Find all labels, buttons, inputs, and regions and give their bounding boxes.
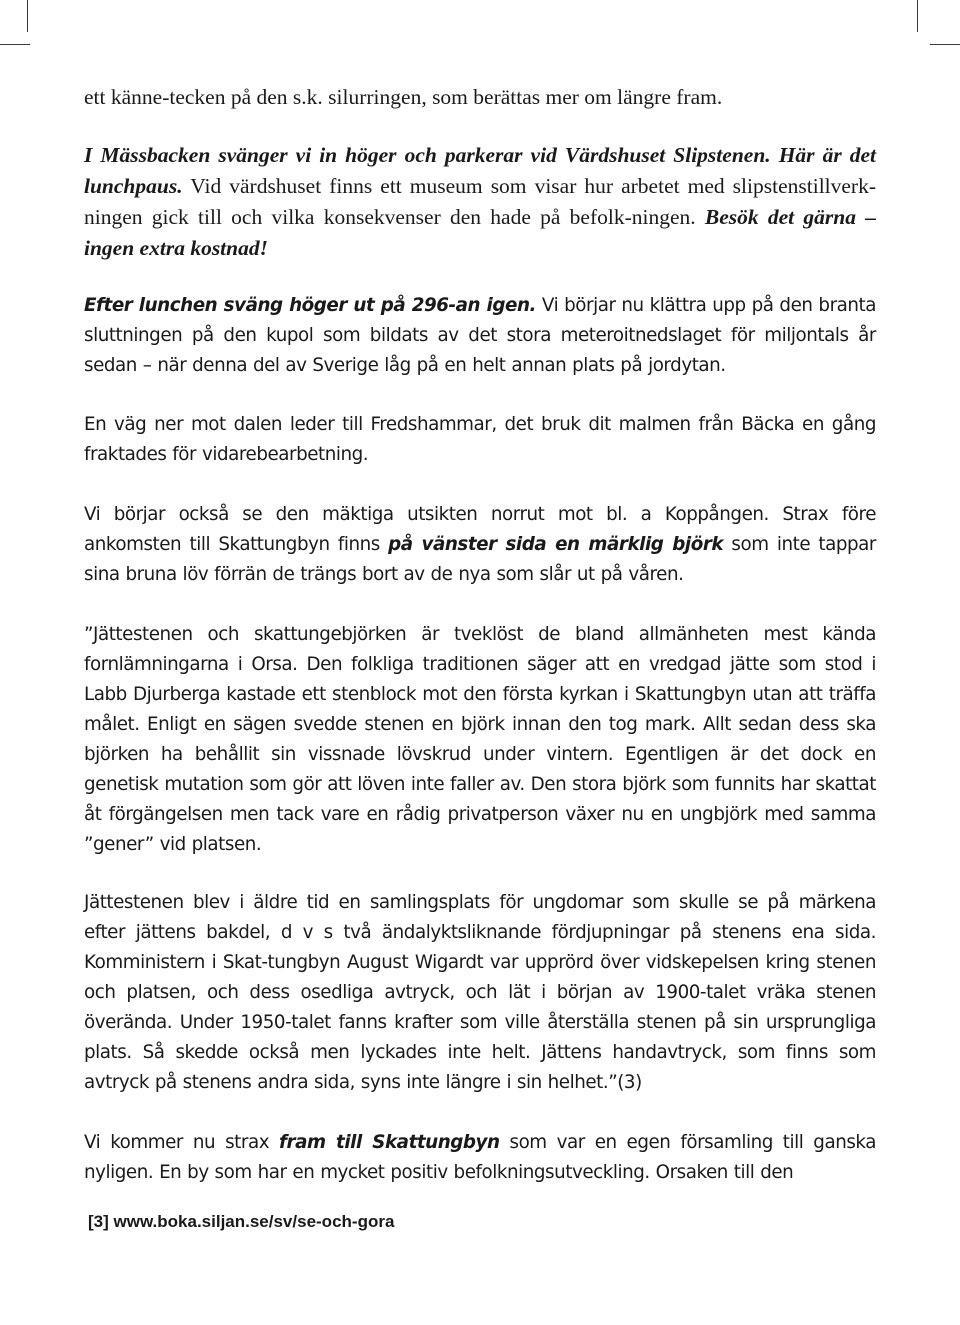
paragraph-7-text: Jättestenen blev i äldre tid en samlingsplats för ungdomar som skulle se på märkena efter jättens bakdel, d v s två ändalyktsliknande fördjupningar på stenens ena sida. Komministern i Skat-tungbyn August Wigardt var upprörd över vidskepelsen kring stenen och platsen, och dess osedliga avtryck, och lät i början av 1900-talet vräka stenen överända. Under 1950-talet fanns krafter som ville återställa stenen på sin ursprungliga plats. Så skedde också men lyckades inte helt. Jättens handavtryck, som finns som avtryck på stenens andra sida, syns inte längre i sin helhet.”(3) — [84, 892, 876, 1093]
paragraph-5-text-a: Vi börjar också se den mäktiga utsikten norrut mot bl. a Koppången. Strax före ankomsten till Skattungbyn finns — [84, 504, 876, 555]
paragraph-2-end: Besök det gärna – ingen extra kostnad! — [84, 205, 876, 260]
paragraph-4 — [84, 410, 876, 470]
paragraph-8-text-b: som var en egen församling till ganska nyligen. En by som har en mycket positiv befolkningsutveckling. Orsaken till den — [84, 1132, 876, 1183]
paragraph-5-bold: på vänster sida en märklig björk — [388, 534, 724, 555]
paragraph-8-text-a: Vi kommer nu strax — [84, 1132, 280, 1153]
paragraph-4-text: En väg ner mot dalen leder till Fredshammar, det bruk dit malmen från Bäcka en gång fraktades för vidarebearbetning. — [84, 414, 876, 465]
paragraph-2-bold: I Mässbacken svänger vi in höger och parkerar vid Värdshuset Slipstenen. Här är det lunchpaus. — [84, 143, 876, 198]
crop-mark-top-right — [917, 0, 918, 32]
paragraph-5-text-b: som inte tappar sina bruna löv förrän de trängs bort av de nya som slår ut på våren. — [84, 534, 876, 585]
paragraph-8 — [84, 1128, 876, 1188]
paragraph-6-quote — [84, 620, 876, 860]
crop-mark-top-left — [27, 0, 28, 32]
paragraph-2-text: Vid värdshuset finns ett museum som visar hur arbetet med slipstenstillverk-ningen gick till och vilka konsekvenser den hade på befolk-ningen. — [84, 174, 876, 229]
crop-mark-top-left-h — [0, 44, 30, 45]
paragraph-1 — [84, 82, 876, 113]
paragraph-8-bold: fram till Skattungbyn — [279, 1132, 500, 1153]
paragraph-7 — [84, 888, 876, 1098]
paragraph-3 — [84, 291, 876, 381]
footnote: [3] www.boka.siljan.se/sv/se-och-gora — [88, 1212, 395, 1231]
paragraph-3-bold: Efter lunchen sväng höger ut på 296-an igen. — [84, 295, 537, 316]
paragraph-5 — [84, 500, 876, 590]
crop-mark-top-right-h — [930, 44, 960, 45]
paragraph-3-text: Vi börjar nu klättra upp på den branta sluttningen på den kupol som bildats av det stora meteroitnedslaget för miljontals år sedan – när denna del av Sverige låg på en helt annan plats på jordytan. — [84, 295, 877, 376]
paragraph-1-text: ett känne-tecken på den s.k. silurringen, som berättas mer om längre fram. — [84, 85, 723, 109]
paragraph-6-text: ”Jättestenen och skattungebjörken är tveklöst de bland allmänheten mest kända fornlämningarna i Orsa. Den folkliga traditionen säger att en vredgad jätte som stod i Labb Djurberga kastade ett stenblock mot den första kyrkan i Skattungbyn utan att träffa målet. Enligt en sägen svedde stenen en björk innan den tog mark. Allt sedan dess ska björken ha behållit sin vissnade lövskrud under vintern. Egentligen är det dock en genetisk mutation som gör att löven inte faller av. Den stora björk som funnits har skattat åt förgängelsen men tack vare en rådig privatperson växer nu en ungbjörk med samma ”gener” vid platsen. — [84, 624, 876, 855]
paragraph-2 — [84, 140, 876, 264]
